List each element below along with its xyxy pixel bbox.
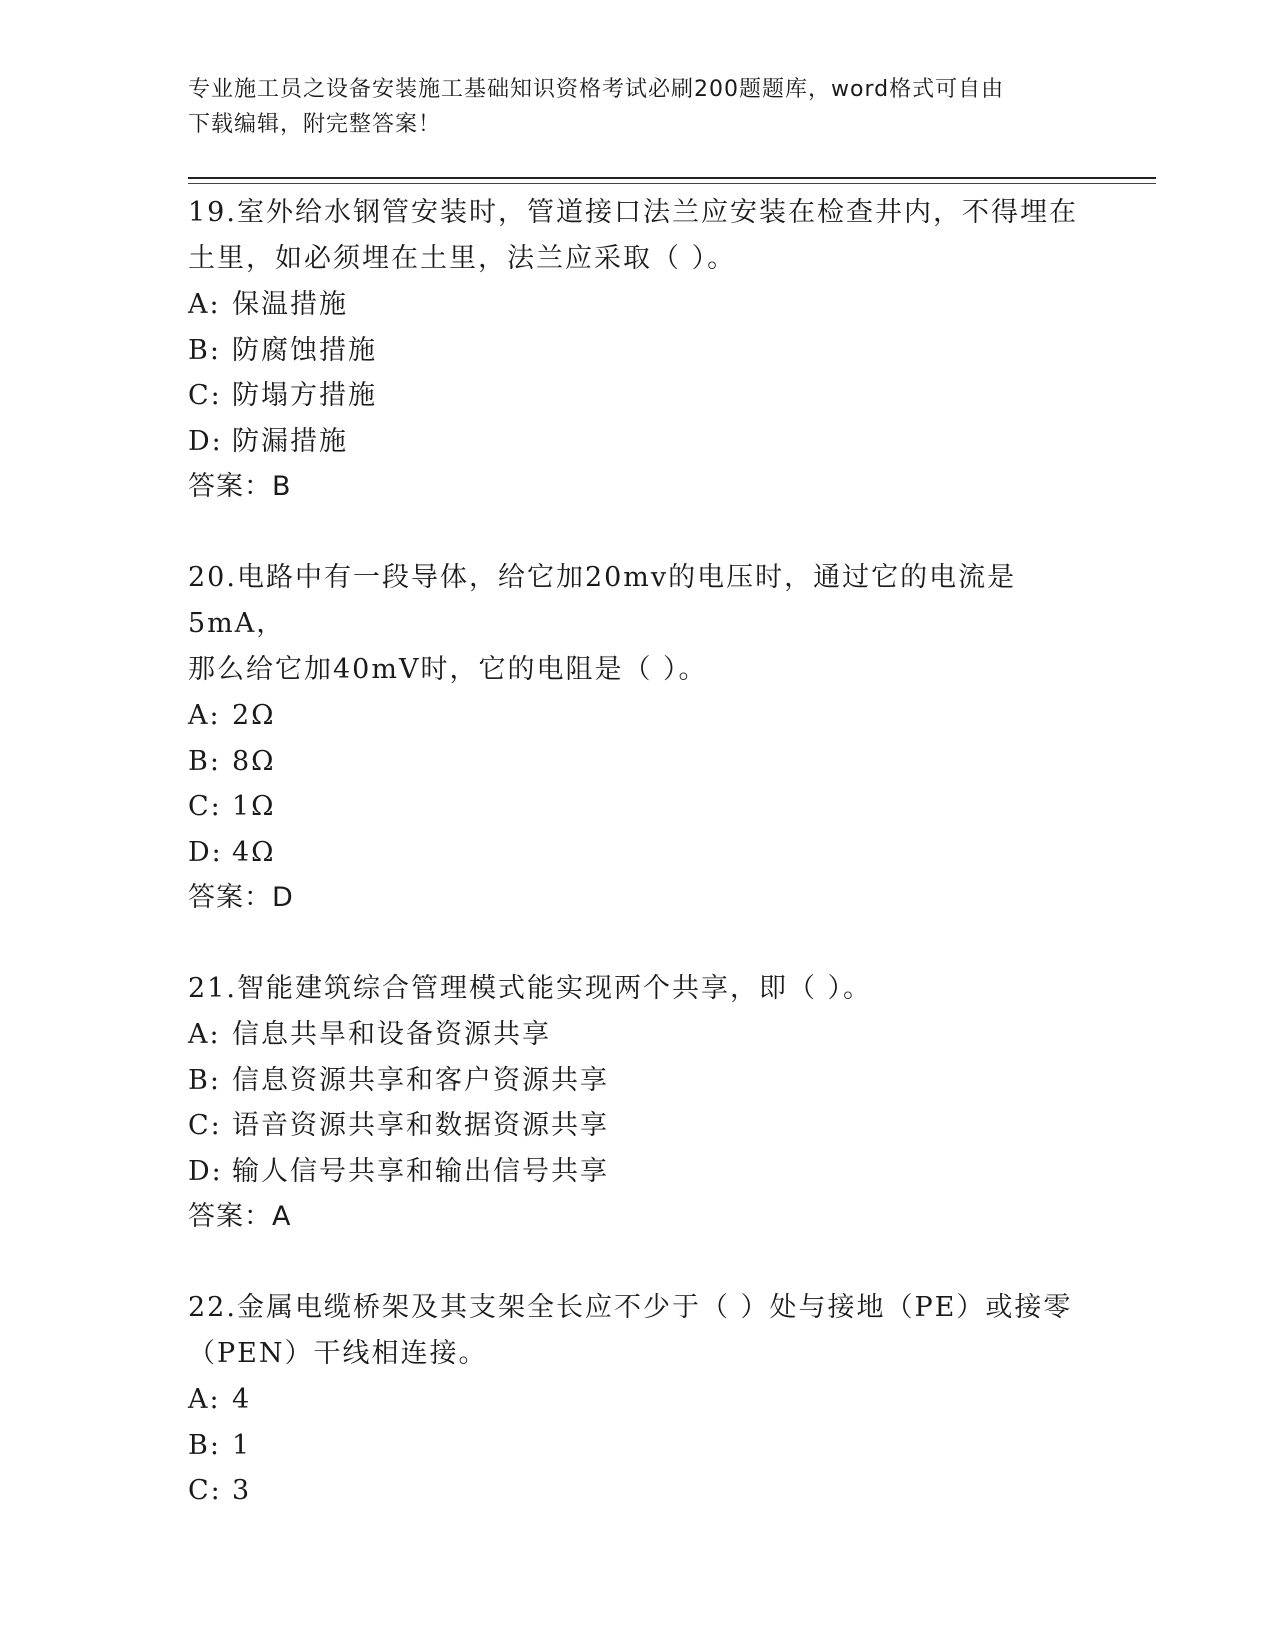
question-stem — [188, 190, 1088, 282]
option-text: 3 — [232, 1475, 252, 1506]
option-letter: A: — [188, 289, 221, 320]
option-letter: C: — [188, 380, 222, 411]
option-letter: B: — [188, 1429, 221, 1461]
option-text: 2Ω — [232, 700, 276, 731]
option-c — [188, 1468, 1088, 1514]
answer-line: 答案：A — [188, 1201, 292, 1232]
question-stem-line: 土里，如必须埋在土里，法兰应采取（ ）。 — [188, 243, 737, 274]
option-text: 信息共旱和设备资源共享 — [232, 1019, 551, 1050]
option-a — [188, 282, 1088, 328]
question-22 — [188, 1285, 1088, 1514]
header-line-2: 下载编辑，附完整答案！ — [188, 112, 442, 137]
option-letter: A: — [188, 1384, 221, 1415]
question-list — [188, 190, 1088, 1559]
option-c — [188, 784, 1088, 830]
option-text: 语音资源共享和数据资源共享 — [232, 1110, 609, 1141]
header-divider-thick — [188, 177, 1156, 179]
option-d — [188, 1149, 1088, 1195]
question-stem-line: 21.智能建筑综合管理模式能实现两个共享，即（ ）。 — [188, 973, 873, 1004]
header-line-1: 专业施工员之设备安装施工基础知识资格考试必刷200题题库，word格式可自由 — [188, 77, 1005, 102]
option-text: 防漏措施 — [232, 425, 348, 457]
option-b — [188, 328, 1088, 374]
option-text: 防腐蚀措施 — [232, 334, 377, 366]
option-letter: B: — [188, 334, 221, 366]
option-text: 信息资源共享和客户资源共享 — [232, 1064, 609, 1096]
option-letter: B: — [188, 745, 221, 777]
option-letter: C: — [188, 1475, 222, 1506]
option-c — [188, 373, 1088, 419]
question-19 — [188, 190, 1088, 510]
option-letter: A: — [188, 1019, 221, 1050]
option-letter: D: — [188, 425, 223, 457]
option-b — [188, 1058, 1088, 1104]
question-20 — [188, 555, 1088, 921]
option-text: 1Ω — [232, 791, 276, 822]
header-divider-thin — [188, 183, 1156, 184]
question-stem-line: 20.电路中有一段导体，给它加20mv的电压时，通过它的电流是5mA， — [188, 562, 1017, 639]
option-d — [188, 419, 1088, 465]
option-letter: C: — [188, 1110, 222, 1141]
question-stem — [188, 555, 1088, 693]
question-stem-line: 那么给它加40mV时，它的电阻是（ ）。 — [188, 654, 708, 685]
option-letter: A: — [188, 700, 221, 731]
option-a — [188, 1012, 1088, 1058]
option-letter: C: — [188, 791, 222, 822]
option-text: 4Ω — [232, 836, 276, 868]
document-header — [188, 72, 1068, 142]
answer-line: 答案：D — [188, 882, 294, 913]
option-a — [188, 1377, 1088, 1423]
option-letter: D: — [188, 836, 223, 868]
option-text: 1 — [232, 1429, 252, 1461]
option-letter: D: — [188, 1155, 223, 1187]
option-text: 4 — [232, 1384, 252, 1415]
option-text: 防塌方措施 — [232, 380, 377, 411]
option-c — [188, 1103, 1088, 1149]
option-b — [188, 1423, 1088, 1469]
option-a — [188, 693, 1088, 739]
question-21 — [188, 966, 1088, 1240]
option-text: 输人信号共享和输出信号共享 — [232, 1155, 609, 1187]
option-text: 保温措施 — [232, 289, 348, 320]
question-stem-line: 19.室外给水钢管安装时，管道接口法兰应安装在检查井内，不得埋在 — [188, 197, 1078, 228]
question-stem-line: 22.金属电缆桥架及其支架全长应不少于（ ）处与接地（PE）或接零 — [188, 1292, 1073, 1323]
answer-line: 答案：B — [188, 471, 292, 502]
option-text: 8Ω — [232, 745, 276, 777]
question-stem — [188, 966, 1088, 1012]
option-d — [188, 830, 1088, 876]
question-stem — [188, 1285, 1088, 1377]
question-stem-line: （PEN）干线相连接。 — [188, 1338, 488, 1369]
option-letter: B: — [188, 1064, 221, 1096]
option-b — [188, 739, 1088, 785]
